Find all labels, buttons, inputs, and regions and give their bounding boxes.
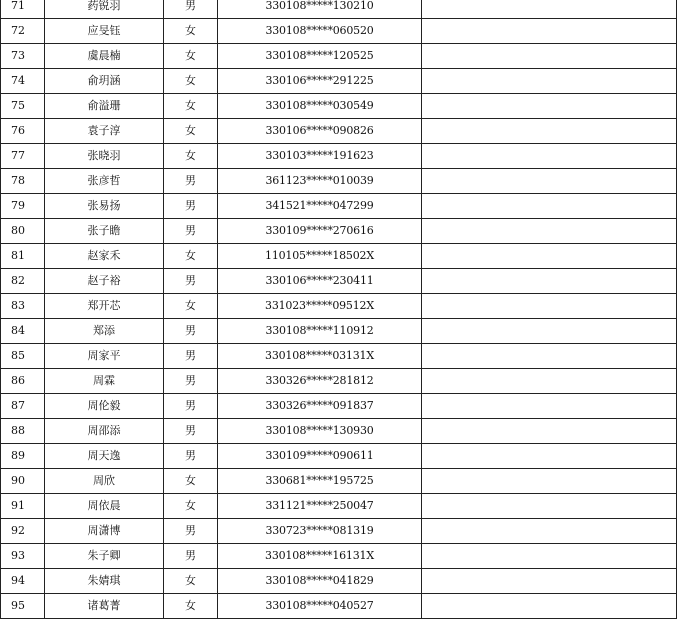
row-number-cell: 91	[1, 494, 45, 519]
table-row	[1, 344, 677, 369]
gender-cell: 女	[164, 494, 218, 519]
gender-cell: 男	[164, 544, 218, 569]
id-number-cell: 330108*****130210	[218, 0, 422, 19]
roster-table-body	[1, 0, 677, 619]
name-cell: 袁子淳	[45, 119, 164, 144]
name-cell: 赵子裕	[45, 269, 164, 294]
row-number-cell: 87	[1, 394, 45, 419]
gender-cell: 女	[164, 594, 218, 619]
id-number-cell: 330326*****091837	[218, 394, 422, 419]
row-number-cell: 81	[1, 244, 45, 269]
row-number-cell: 93	[1, 544, 45, 569]
blank-cell	[422, 519, 677, 544]
gender-cell: 女	[164, 69, 218, 94]
blank-cell	[422, 19, 677, 44]
table-row	[1, 519, 677, 544]
name-cell: 张彦哲	[45, 169, 164, 194]
row-number-cell: 73	[1, 44, 45, 69]
id-number-cell: 110105*****18502X	[218, 244, 422, 269]
row-number-cell: 90	[1, 469, 45, 494]
gender-cell: 女	[164, 94, 218, 119]
blank-cell	[422, 544, 677, 569]
id-number-cell: 330106*****291225	[218, 69, 422, 94]
id-number-cell: 330326*****281812	[218, 369, 422, 394]
gender-cell: 男	[164, 444, 218, 469]
id-number-cell: 330109*****090611	[218, 444, 422, 469]
blank-cell	[422, 119, 677, 144]
row-number-cell: 95	[1, 594, 45, 619]
blank-cell	[422, 0, 677, 19]
gender-cell: 男	[164, 519, 218, 544]
id-number-cell: 330108*****110912	[218, 319, 422, 344]
blank-cell	[422, 269, 677, 294]
gender-cell: 男	[164, 394, 218, 419]
row-number-cell: 78	[1, 169, 45, 194]
blank-cell	[422, 369, 677, 394]
row-number-cell: 80	[1, 219, 45, 244]
row-number-cell: 83	[1, 294, 45, 319]
gender-cell: 男	[164, 269, 218, 294]
gender-cell: 男	[164, 219, 218, 244]
table-row	[1, 69, 677, 94]
blank-cell	[422, 94, 677, 119]
name-cell: 俞玥涵	[45, 69, 164, 94]
id-number-cell: 341521*****047299	[218, 194, 422, 219]
blank-cell	[422, 194, 677, 219]
table-row	[1, 569, 677, 594]
id-number-cell: 330108*****060520	[218, 19, 422, 44]
gender-cell: 女	[164, 294, 218, 319]
row-number-cell: 86	[1, 369, 45, 394]
blank-cell	[422, 494, 677, 519]
blank-cell	[422, 169, 677, 194]
name-cell: 诸葛菁	[45, 594, 164, 619]
name-cell: 赵家禾	[45, 244, 164, 269]
table-row	[1, 94, 677, 119]
gender-cell: 女	[164, 19, 218, 44]
table-row	[1, 469, 677, 494]
table-row	[1, 19, 677, 44]
table-row	[1, 169, 677, 194]
gender-cell: 女	[164, 44, 218, 69]
table-row	[1, 319, 677, 344]
gender-cell: 女	[164, 119, 218, 144]
name-cell: 郑开芯	[45, 294, 164, 319]
table-row	[1, 294, 677, 319]
name-cell: 周伦毅	[45, 394, 164, 419]
name-cell: 虞晨楠	[45, 44, 164, 69]
row-number-cell: 88	[1, 419, 45, 444]
id-number-cell: 330109*****270616	[218, 219, 422, 244]
table-row	[1, 219, 677, 244]
table-row	[1, 594, 677, 619]
name-cell: 俞溢珊	[45, 94, 164, 119]
row-number-cell: 75	[1, 94, 45, 119]
id-number-cell: 331023*****09512X	[218, 294, 422, 319]
blank-cell	[422, 419, 677, 444]
blank-cell	[422, 394, 677, 419]
row-number-cell: 76	[1, 119, 45, 144]
gender-cell: 女	[164, 144, 218, 169]
name-cell: 张晓羽	[45, 144, 164, 169]
name-cell: 张易扬	[45, 194, 164, 219]
name-cell: 周潇博	[45, 519, 164, 544]
id-number-cell: 330108*****040527	[218, 594, 422, 619]
blank-cell	[422, 344, 677, 369]
row-number-cell: 84	[1, 319, 45, 344]
name-cell: 药锐羽	[45, 0, 164, 19]
row-number-cell: 72	[1, 19, 45, 44]
name-cell: 张子瞻	[45, 219, 164, 244]
row-number-cell: 74	[1, 69, 45, 94]
gender-cell: 女	[164, 244, 218, 269]
id-number-cell: 330103*****191623	[218, 144, 422, 169]
blank-cell	[422, 44, 677, 69]
name-cell: 朱子卿	[45, 544, 164, 569]
table-row	[1, 544, 677, 569]
id-number-cell: 331121*****250047	[218, 494, 422, 519]
row-number-cell: 77	[1, 144, 45, 169]
row-number-cell: 71	[1, 0, 45, 19]
id-number-cell: 330681*****195725	[218, 469, 422, 494]
gender-cell: 男	[164, 344, 218, 369]
gender-cell: 男	[164, 319, 218, 344]
id-number-cell: 330106*****090826	[218, 119, 422, 144]
blank-cell	[422, 569, 677, 594]
row-number-cell: 92	[1, 519, 45, 544]
id-number-cell: 361123*****010039	[218, 169, 422, 194]
blank-cell	[422, 469, 677, 494]
row-number-cell: 89	[1, 444, 45, 469]
table-row	[1, 144, 677, 169]
id-number-cell: 330106*****230411	[218, 269, 422, 294]
blank-cell	[422, 444, 677, 469]
blank-cell	[422, 594, 677, 619]
name-cell: 郑添	[45, 319, 164, 344]
blank-cell	[422, 69, 677, 94]
id-number-cell: 330108*****120525	[218, 44, 422, 69]
gender-cell: 男	[164, 419, 218, 444]
blank-cell	[422, 294, 677, 319]
row-number-cell: 85	[1, 344, 45, 369]
table-row	[1, 369, 677, 394]
gender-cell: 男	[164, 194, 218, 219]
blank-cell	[422, 219, 677, 244]
table-row	[1, 419, 677, 444]
id-number-cell: 330723*****081319	[218, 519, 422, 544]
row-number-cell: 79	[1, 194, 45, 219]
name-cell: 周霖	[45, 369, 164, 394]
table-row	[1, 194, 677, 219]
table-row	[1, 394, 677, 419]
id-number-cell: 330108*****030549	[218, 94, 422, 119]
gender-cell: 男	[164, 169, 218, 194]
row-number-cell: 82	[1, 269, 45, 294]
row-number-cell: 94	[1, 569, 45, 594]
id-number-cell: 330108*****16131X	[218, 544, 422, 569]
name-cell: 应旻钰	[45, 19, 164, 44]
name-cell: 周天逸	[45, 444, 164, 469]
table-row	[1, 0, 677, 19]
blank-cell	[422, 319, 677, 344]
table-row	[1, 44, 677, 69]
gender-cell: 女	[164, 569, 218, 594]
table-row	[1, 444, 677, 469]
id-number-cell: 330108*****130930	[218, 419, 422, 444]
blank-cell	[422, 144, 677, 169]
id-number-cell: 330108*****041829	[218, 569, 422, 594]
gender-cell: 男	[164, 0, 218, 19]
table-row	[1, 494, 677, 519]
name-cell: 周欣	[45, 469, 164, 494]
table-row	[1, 244, 677, 269]
gender-cell: 女	[164, 469, 218, 494]
name-cell: 周邵添	[45, 419, 164, 444]
id-number-cell: 330108*****03131X	[218, 344, 422, 369]
name-cell: 朱婧琪	[45, 569, 164, 594]
name-cell: 周依晨	[45, 494, 164, 519]
table-row	[1, 269, 677, 294]
name-cell: 周家平	[45, 344, 164, 369]
blank-cell	[422, 244, 677, 269]
gender-cell: 男	[164, 369, 218, 394]
table-row	[1, 119, 677, 144]
